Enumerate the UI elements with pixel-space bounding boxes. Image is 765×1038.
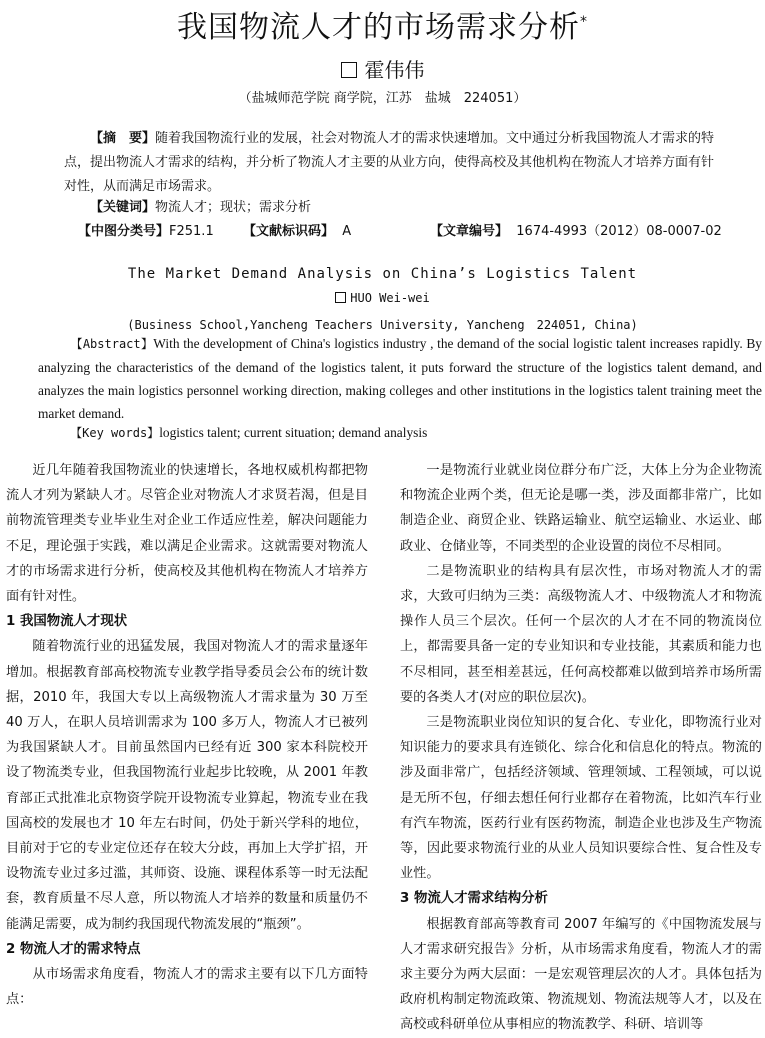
english-abstract bbox=[38, 332, 762, 425]
english-keywords bbox=[38, 424, 762, 441]
english-author-box-icon bbox=[335, 292, 346, 303]
affiliation: （盐城师范学院 商学院，江苏 盐城 224051） bbox=[238, 91, 527, 106]
body-right-column bbox=[400, 458, 762, 1038]
doc-code-label: 【文献标识码】 bbox=[243, 224, 335, 239]
author-line bbox=[0, 54, 765, 83]
intro-paragraph: 近几年随着我国物流业的快速增长，各地权威机构都把物流人才列为紧缺人才。尽管企业对物流人才求贤若渴，但是目前物流管理类专业毕业生对企业工作适应性差，解决问题能力不足，理论强于实践，难以满足企业需求。这就需要对物流人才的市场需求进行分析，使高校及其他机构在物流人才培养方面有针对性。 bbox=[6, 463, 368, 605]
english-abstract-label: 【Abstract】 bbox=[70, 337, 154, 351]
section-1-paragraph: 随着物流行业的迅猛发展，我国对物流人才的需求量逐年增加。根据教育部高校物流专业教学指导委员会公布的统计数据，2010 年，我国大专以上高级物流人才需求量为 30 万至 40 万人，在职人员培训需求为 100 多万人，物流人才已被列为我国紧缺人才。目前虽然国内已经有近 300 家本科院校开设了物流类专业，但我国物流行业起步比较晚，从 2001 年教育部正式批准北京物资学院开设物流专业算起，物流专业在我国高校的发展也才 10 年左右时间，仍处于新兴学科的地位，目前对于它的专业定位还存在较大分歧，再加上大学扩招，开设物流专业过多过滥，其师资、设施、课程体系等一时无法配套，教育质量不尽人意，所以物流人才培养的数量和质量仍不能满足需要，成为制约我国现代物流发展的“瓶颈”。 bbox=[6, 639, 368, 932]
keywords-cn bbox=[64, 196, 718, 220]
paper-title: 我国物流人才的市场需求分析* bbox=[177, 10, 588, 45]
article-no-label: 【文章编号】 bbox=[430, 224, 509, 239]
body-left-column bbox=[6, 458, 368, 1012]
feature-1-paragraph: 一是物流行业就业岗位群分布广泛，大体上分为企业物流和物流企业两个类，但无论是哪一类，涉及面都非常广，比如制造企业、商贸企业、铁路运输业、航空运输业、水运业、邮政业、仓储业等，不同类型的企业设置的岗位不尽相同。 bbox=[400, 463, 762, 554]
section-2-paragraph: 从市场需求角度看，物流人才的需求主要有以下几方面特点： bbox=[6, 967, 368, 1008]
english-keywords-label: 【Key words】 bbox=[70, 426, 160, 440]
abstract-cn-label: 【摘 要】 bbox=[90, 131, 156, 146]
section-2-heading: 2 物流人才的需求特点 bbox=[6, 941, 141, 957]
clc-value: F251.1 bbox=[169, 224, 214, 239]
author-name: 霍伟伟 bbox=[364, 58, 425, 82]
english-affiliation: (Business School,Yancheng Teachers University, Yancheng 224051, China) bbox=[127, 318, 638, 332]
clc-label: 【中图分类号】 bbox=[78, 224, 170, 239]
section-1-heading: 1 我国物流人才现状 bbox=[6, 614, 128, 630]
title-footnote-mark: * bbox=[580, 14, 588, 30]
keywords-cn-label: 【关键词】 bbox=[90, 200, 156, 215]
doc-code-value: A bbox=[342, 224, 352, 239]
english-title: The Market Demand Analysis on China’s Logistics Talent bbox=[127, 266, 638, 282]
section-3-heading: 3 物流人才需求结构分析 bbox=[400, 891, 548, 907]
english-author: HUO Wei-wei bbox=[350, 291, 430, 305]
abstract-cn-text: 随着我国物流行业的发展，社会对物流人才的需求快速增加。文中通过分析我国物流人才需求的特点，提出物流人才需求的结构，并分析了物流人才主要的从业方向，使得高校及其他机构在物流人才培养方面有针对性，从而满足市场需求。 bbox=[64, 131, 715, 194]
article-no-value: 1674-4993（2012）08-0007-02 bbox=[516, 224, 722, 239]
english-keywords-text: logistics talent; current situation; demand analysis bbox=[159, 425, 428, 440]
section-3-paragraph: 根据教育部高等教育司 2007 年编写的《中国物流发展与人才需求研究报告》分析，从市场需求角度看，物流人才的需求主要分为两大层面：一是宏观管理层次的人才。具体包括为政府机构制定物流政策、物流规划、物流法规等人才，以及在高校或科研单位从事相应的物流教学、科研、培训等 bbox=[400, 916, 762, 1033]
keywords-cn-text: 物流人才；现状；需求分析 bbox=[155, 200, 312, 215]
author-box-icon bbox=[341, 62, 357, 78]
english-author-line bbox=[0, 291, 765, 305]
abstract-cn bbox=[64, 127, 718, 199]
feature-2-paragraph: 二是物流职业的结构具有层次性，市场对物流人才的需求，大致可归纳为三类：高级物流人才、中级物流人才和物流操作人员三个层次。任何一个层次的人才在不同的物流岗位上，都需要具备一定的专业知识和专业技能，其素质和能力也不尽相同，甚至相差甚远，任何高校都难以做到培养市场所需要的各类人才(对应的职位层次)。 bbox=[400, 563, 762, 705]
feature-3-paragraph: 三是物流职业岗位知识的复合化、专业化，即物流行业对知识能力的要求具有连锁化、综合化和信息化的特点。物流的涉及面非常广，包括经济领域、管理领域、工程领域，可以说是无所不包，仔细去想任何行业都存在着物流，比如汽车行业有汽车物流，医药行业有医药物流，制造企业也涉及生产物流等，因此要求物流行业的从业人员知识要综合性、复合性及专业性。 bbox=[400, 715, 762, 882]
english-abstract-text: With the development of China's logistics industry , the demand of the social logistic talent increases rapidly. By analyzing the characteristics of the demand of the logistics talent, it puts forward the structure of the logistics talent demand, and analyzes the main logistics personnel working direction, making colleges and other institutions in the logistics talent training meet the market demand. bbox=[38, 336, 762, 421]
